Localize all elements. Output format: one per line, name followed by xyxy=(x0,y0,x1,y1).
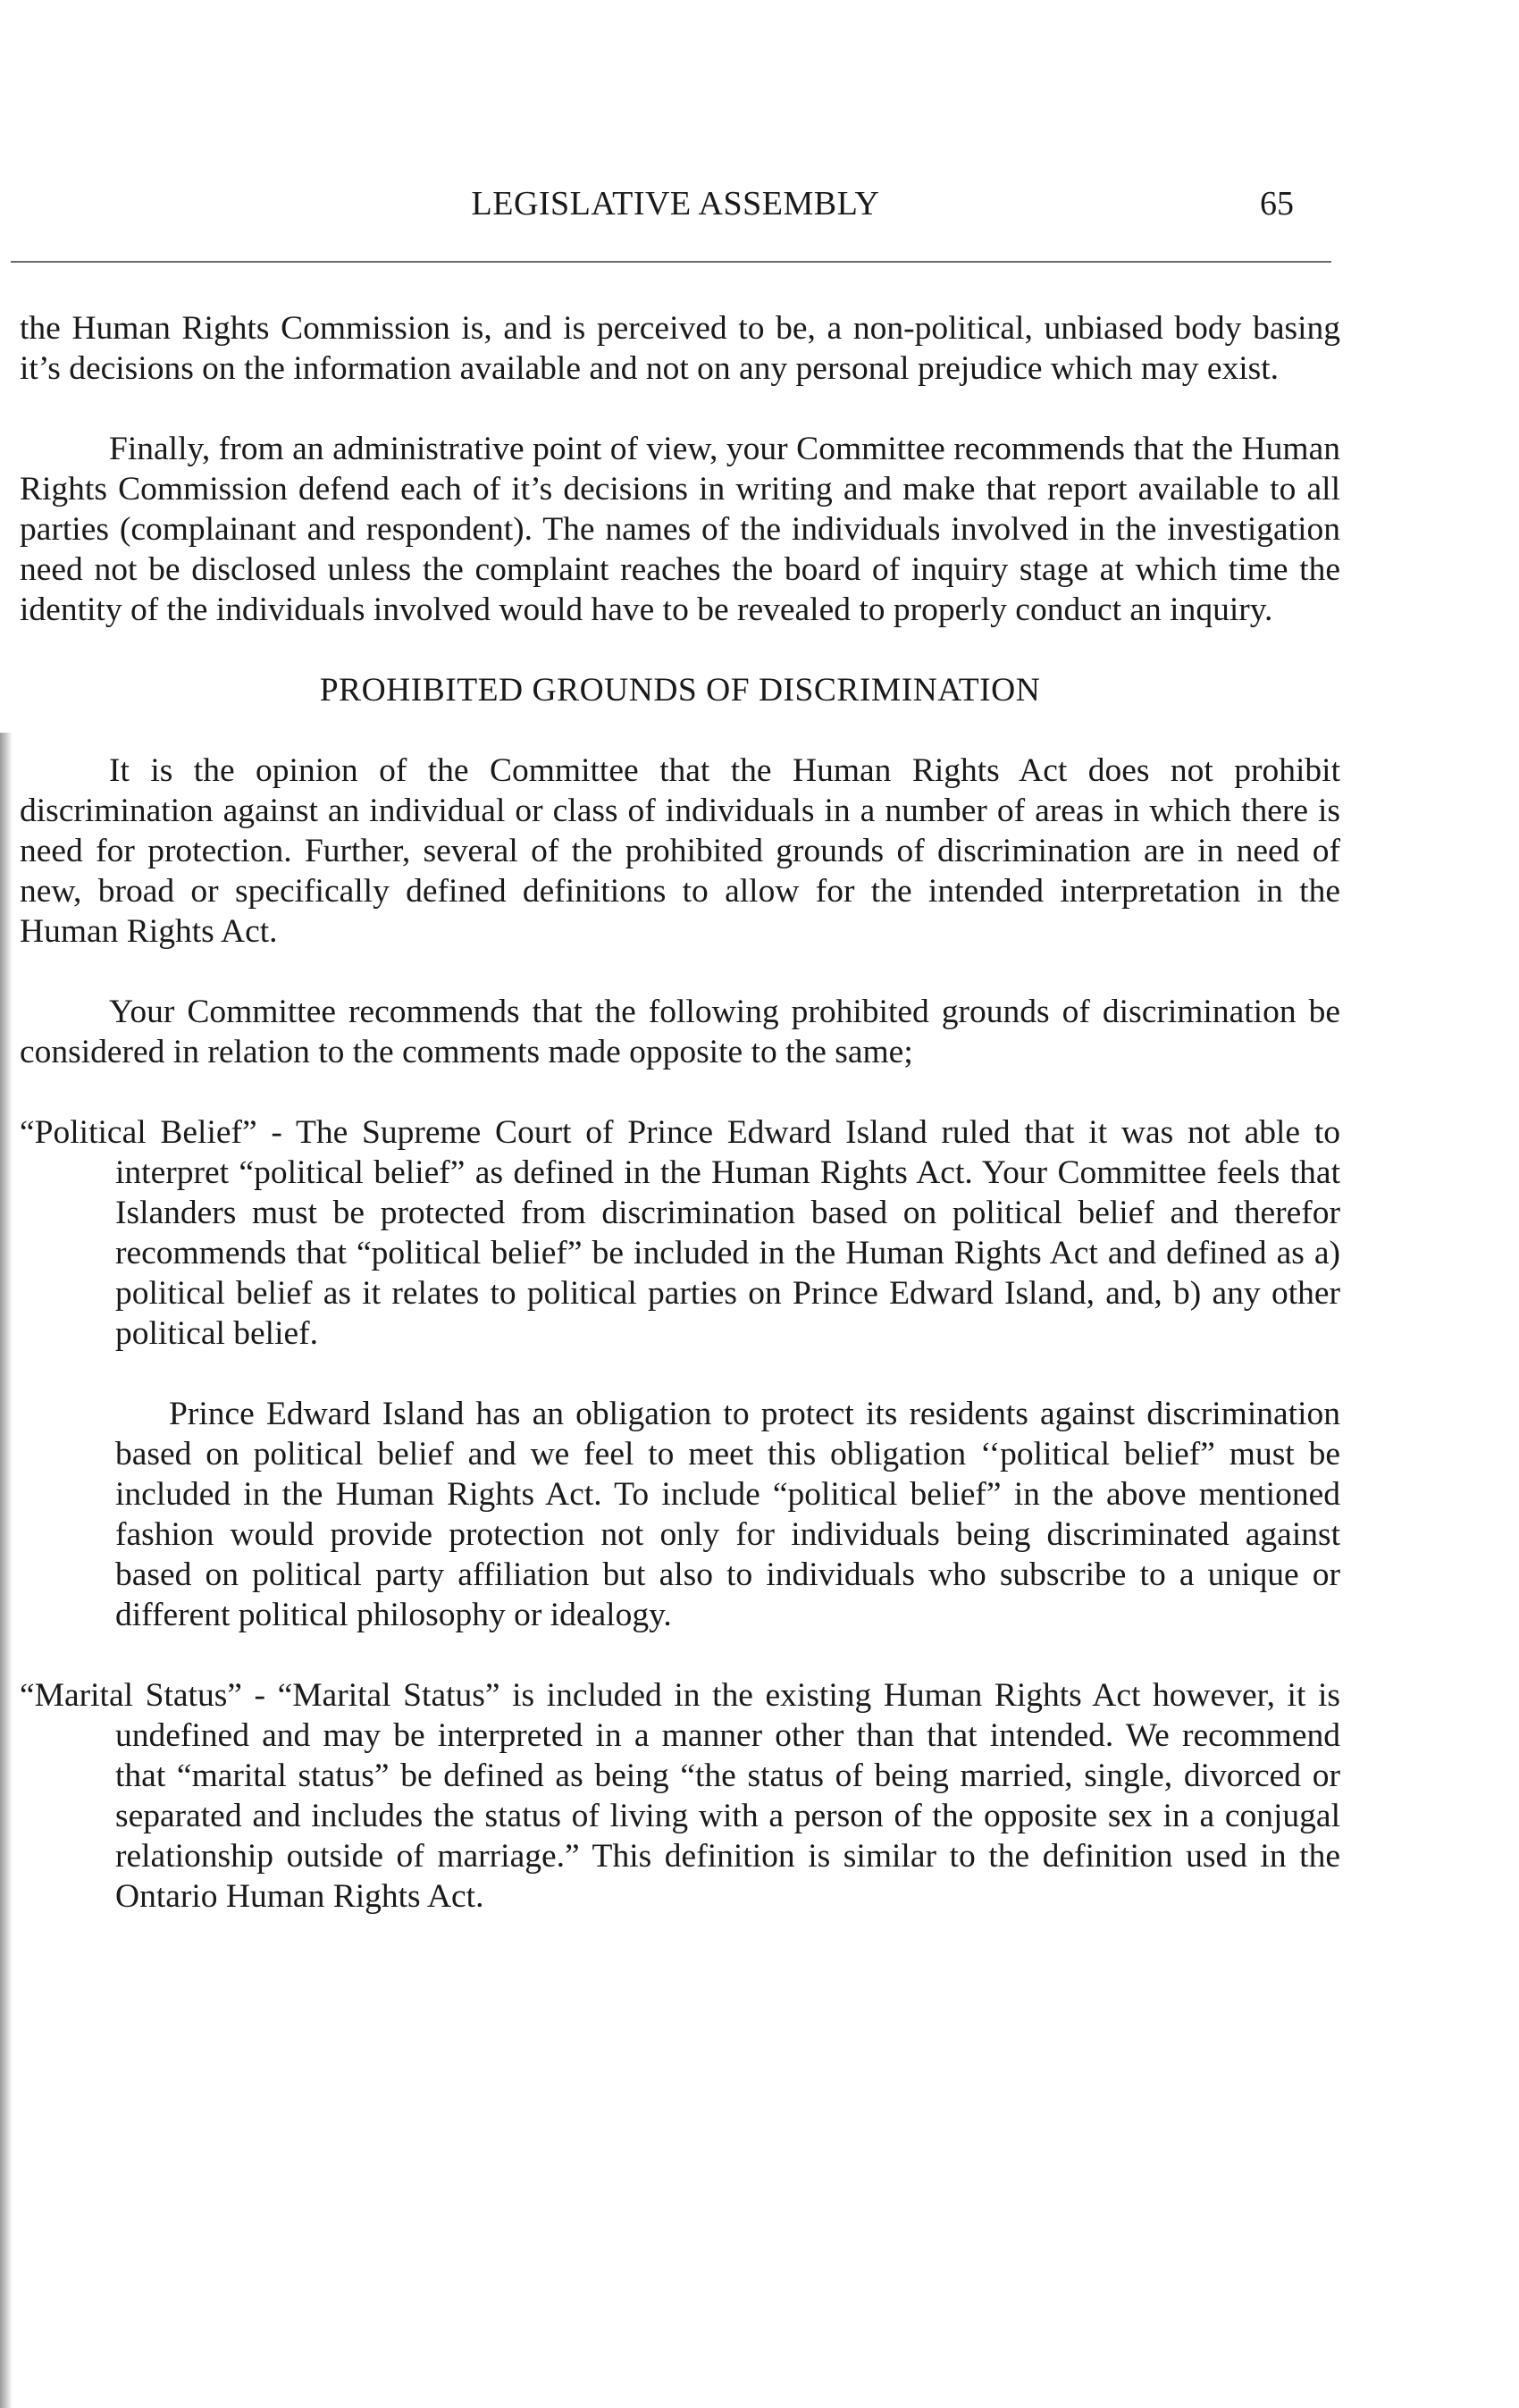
page-header xyxy=(0,184,1519,229)
paragraph-administrative: Finally, from an administrative point of view, your Committee recommends that the Human Rights Commission defend each of it’s decisions in writing and make that report available to all parties (complainant and respondent). The names of the individuals involved in the investigation need not be disclosed unless the complaint reaches the board of inquiry stage at which time the identity of the individuals involved would have to be revealed to properly conduct an inquiry. xyxy=(20,431,1340,628)
running-head: LEGISLATIVE ASSEMBLY xyxy=(471,185,880,222)
section-heading: PROHIBITED GROUNDS OF DISCRIMINATION xyxy=(319,672,1041,709)
binding-edge-shadow xyxy=(0,733,13,2408)
item-marital-status: “Marital Status” - “Marital Status” is included in the existing Human Rights Act however, it is undefined and may be interpreted in a manner other than that intended. We recommend that “marital status” be defined as being “the status of being married, single, divorced or separated and includes the status of living with a person of the opposite sex in a conjugal relationship outside of marriage.” This definition is similar to the definition used in the Ontario Human Rights Act. xyxy=(20,1677,1340,1915)
page-body xyxy=(20,308,1340,1917)
item-political-belief: “Political Belief” - The Supreme Court of Prince Edward Island ruled that it was not able to interpret “political belief” as defined in the Human Rights Act. Your Committee feels that Islanders must be protected from discrimination based on political belief and therefor recommends that “political belief” be included in the Human Rights Act and defined as a) political belief as it relates to political parties on Prince Edward Island, and, b) any other political belief. xyxy=(20,1114,1340,1352)
page-number: 65 xyxy=(1260,185,1294,222)
paragraph-recommendation: Your Committee recommends that the following prohibited grounds of discrimination be considered in relation to the comments made opposite to the same; xyxy=(20,994,1340,1070)
item-political-belief-comment: Prince Edward Island has an obligation to protect its residents against discrimination based on political belief and we feel to meet this obligation ‘‘political belief” must be included in the Human Rights Act. To include “political belief” in the above mentioned fashion would provide protection not only for individuals being discriminated against based on political party affiliation but also to individuals who subscribe to a unique or different political philosophy or idealogy. xyxy=(115,1396,1340,1633)
paragraph-committee-opinion: It is the opinion of the Committee that the Human Rights Act does not prohibit discrimination against an individual or class of individuals in a number of areas in which there is need for protection. Further, several of the prohibited grounds of discrimination are in need of new, broad or specifically defined definitions to allow for the intended interpretation in the Human Rights Act. xyxy=(20,752,1340,950)
header-rule xyxy=(11,261,1331,263)
paragraph-continuation: the Human Rights Commission is, and is perceived to be, a non-political, unbiased body basing it’s decisions on the information available and not on any personal prejudice which may exist. xyxy=(20,310,1340,387)
